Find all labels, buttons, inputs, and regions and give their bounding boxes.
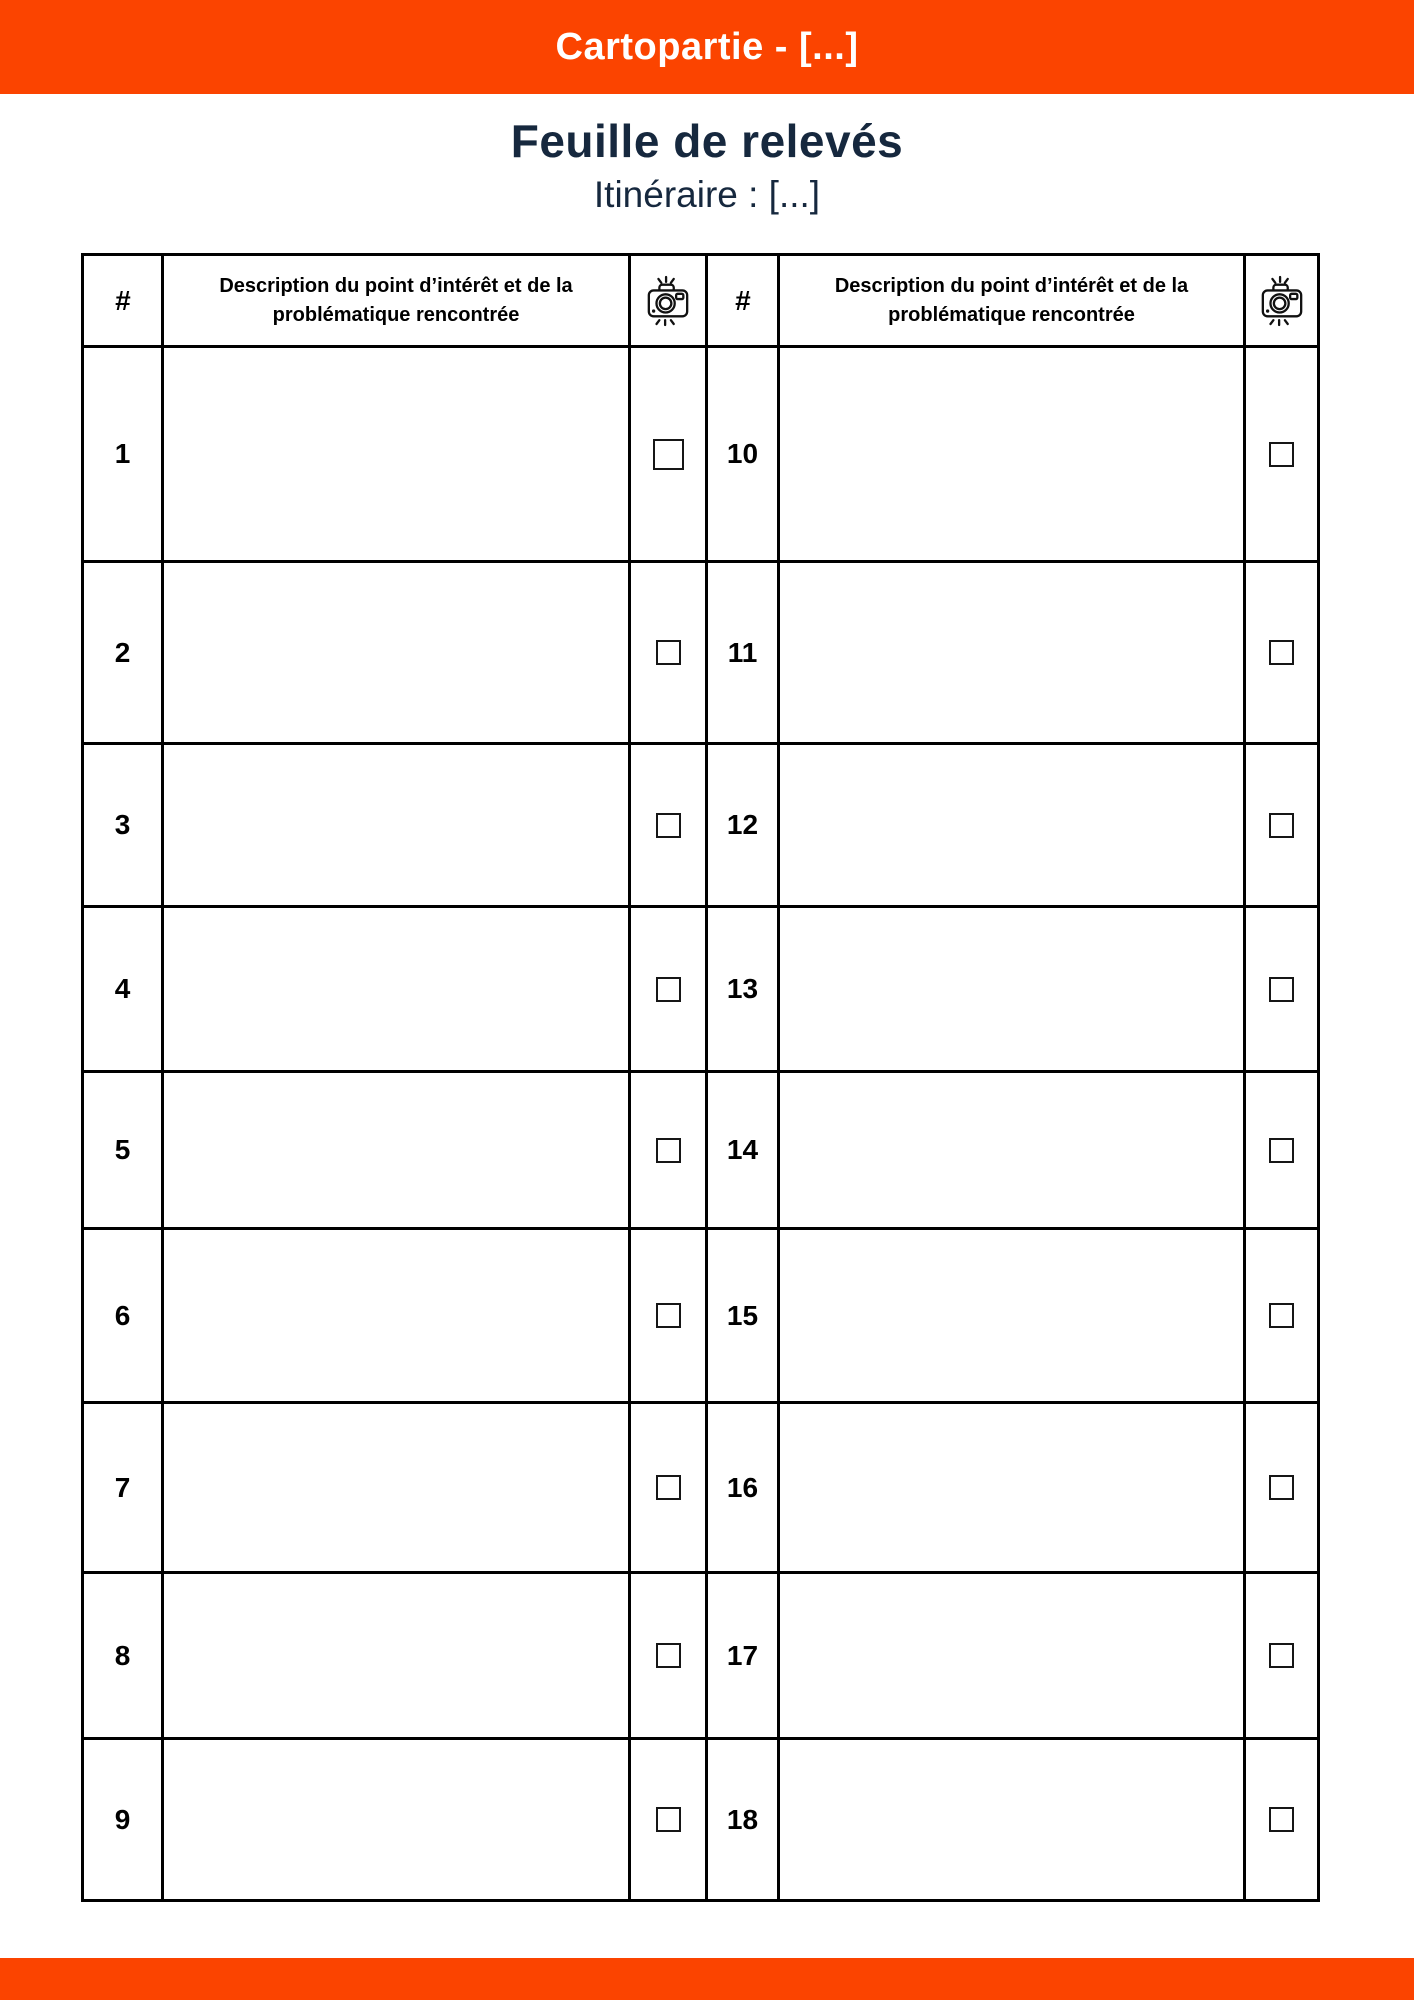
- description-cell[interactable]: [779, 1403, 1245, 1573]
- row-number: 17: [707, 1573, 779, 1739]
- table-row: [83, 744, 1319, 907]
- table-row: [83, 1229, 1319, 1403]
- description-cell[interactable]: [779, 1229, 1245, 1403]
- row-number: 16: [707, 1403, 779, 1573]
- description-cell[interactable]: [779, 562, 1245, 744]
- row-number: 3: [83, 744, 163, 907]
- row-number: 6: [83, 1229, 163, 1403]
- photo-checkbox[interactable]: [1269, 1807, 1294, 1832]
- photo-checkbox[interactable]: [1269, 442, 1294, 467]
- row-number: 1: [83, 347, 163, 562]
- description-cell[interactable]: [779, 744, 1245, 907]
- photo-checkbox-cell: [630, 1229, 707, 1403]
- table-row: [83, 1573, 1319, 1739]
- table-row: [83, 907, 1319, 1072]
- photo-checkbox[interactable]: [656, 977, 681, 1002]
- banner-title: Cartopartie - [...]: [555, 25, 859, 68]
- table-row: [83, 1739, 1319, 1901]
- photo-checkbox[interactable]: [656, 1807, 681, 1832]
- photo-checkbox-cell: [630, 562, 707, 744]
- description-column-header: Description du point d’intérêt et de la problématique rencontrée: [779, 255, 1245, 347]
- photo-checkbox[interactable]: [656, 1643, 681, 1668]
- num-column-header: #: [83, 255, 163, 347]
- description-cell[interactable]: [163, 1573, 630, 1739]
- photo-checkbox[interactable]: [1269, 1475, 1294, 1500]
- description-cell[interactable]: [779, 907, 1245, 1072]
- photo-checkbox-cell: [1245, 744, 1319, 907]
- bottom-banner: [0, 1958, 1414, 2000]
- description-column-header: Description du point d’intérêt et de la problématique rencontrée: [163, 255, 630, 347]
- row-number: 4: [83, 907, 163, 1072]
- photo-checkbox-cell: [630, 744, 707, 907]
- photo-checkbox-cell: [630, 1573, 707, 1739]
- photo-checkbox[interactable]: [656, 1138, 681, 1163]
- description-cell[interactable]: [779, 1072, 1245, 1229]
- photo-checkbox[interactable]: [1269, 640, 1294, 665]
- photo-checkbox-cell: [630, 1072, 707, 1229]
- table-header-row: [83, 255, 1319, 347]
- photo-checkbox[interactable]: [1269, 1303, 1294, 1328]
- page-title: Feuille de relevés: [510, 115, 904, 167]
- description-cell[interactable]: [163, 1072, 630, 1229]
- row-number: 15: [707, 1229, 779, 1403]
- photo-checkbox[interactable]: [656, 1303, 681, 1328]
- photo-checkbox-cell: [1245, 1573, 1319, 1739]
- page-subtitle: Itinéraire : [...]: [593, 174, 821, 215]
- row-number: 8: [83, 1573, 163, 1739]
- table-row: [83, 562, 1319, 744]
- table-row: [83, 1072, 1319, 1229]
- row-number: 2: [83, 562, 163, 744]
- table-row: [83, 1403, 1319, 1573]
- row-number: 11: [707, 562, 779, 744]
- photo-checkbox-cell: [1245, 1739, 1319, 1901]
- description-cell[interactable]: [163, 907, 630, 1072]
- description-cell[interactable]: [163, 1403, 630, 1573]
- photo-checkbox-cell: [1245, 1229, 1319, 1403]
- photo-checkbox-cell: [630, 907, 707, 1072]
- description-cell[interactable]: [163, 1229, 630, 1403]
- row-number: 12: [707, 744, 779, 907]
- description-cell[interactable]: [163, 744, 630, 907]
- photo-checkbox[interactable]: [656, 640, 681, 665]
- row-number: 14: [707, 1072, 779, 1229]
- description-cell[interactable]: [779, 1739, 1245, 1901]
- photo-checkbox[interactable]: [1269, 813, 1294, 838]
- camera-flash-icon: [631, 274, 705, 328]
- description-cell[interactable]: [163, 1739, 630, 1901]
- photo-checkbox[interactable]: [1269, 1138, 1294, 1163]
- top-banner: [0, 0, 1414, 94]
- photo-checkbox-cell: [630, 1403, 707, 1573]
- num-column-header: #: [707, 255, 779, 347]
- photo-checkbox-cell: [1245, 562, 1319, 744]
- photo-column-header: [1245, 255, 1319, 347]
- photo-checkbox-cell: [1245, 1072, 1319, 1229]
- photo-checkbox-cell: [1245, 347, 1319, 562]
- camera-flash-icon: [1246, 274, 1317, 328]
- description-cell[interactable]: [163, 562, 630, 744]
- photo-checkbox-cell: [1245, 1403, 1319, 1573]
- photo-checkbox[interactable]: [1269, 1643, 1294, 1668]
- description-cell[interactable]: [779, 1573, 1245, 1739]
- photo-checkbox[interactable]: [653, 439, 684, 470]
- description-cell[interactable]: [779, 347, 1245, 562]
- photo-checkbox[interactable]: [1269, 977, 1294, 1002]
- photo-checkbox[interactable]: [656, 1475, 681, 1500]
- photo-column-header: [630, 255, 707, 347]
- photo-checkbox-cell: [630, 347, 707, 562]
- photo-checkbox-cell: [630, 1739, 707, 1901]
- row-number: 13: [707, 907, 779, 1072]
- survey-table: [81, 253, 1320, 1902]
- row-number: 7: [83, 1403, 163, 1573]
- row-number: 10: [707, 347, 779, 562]
- photo-checkbox[interactable]: [656, 813, 681, 838]
- row-number: 18: [707, 1739, 779, 1901]
- row-number: 9: [83, 1739, 163, 1901]
- table-row: [83, 347, 1319, 562]
- photo-checkbox-cell: [1245, 907, 1319, 1072]
- description-cell[interactable]: [163, 347, 630, 562]
- row-number: 5: [83, 1072, 163, 1229]
